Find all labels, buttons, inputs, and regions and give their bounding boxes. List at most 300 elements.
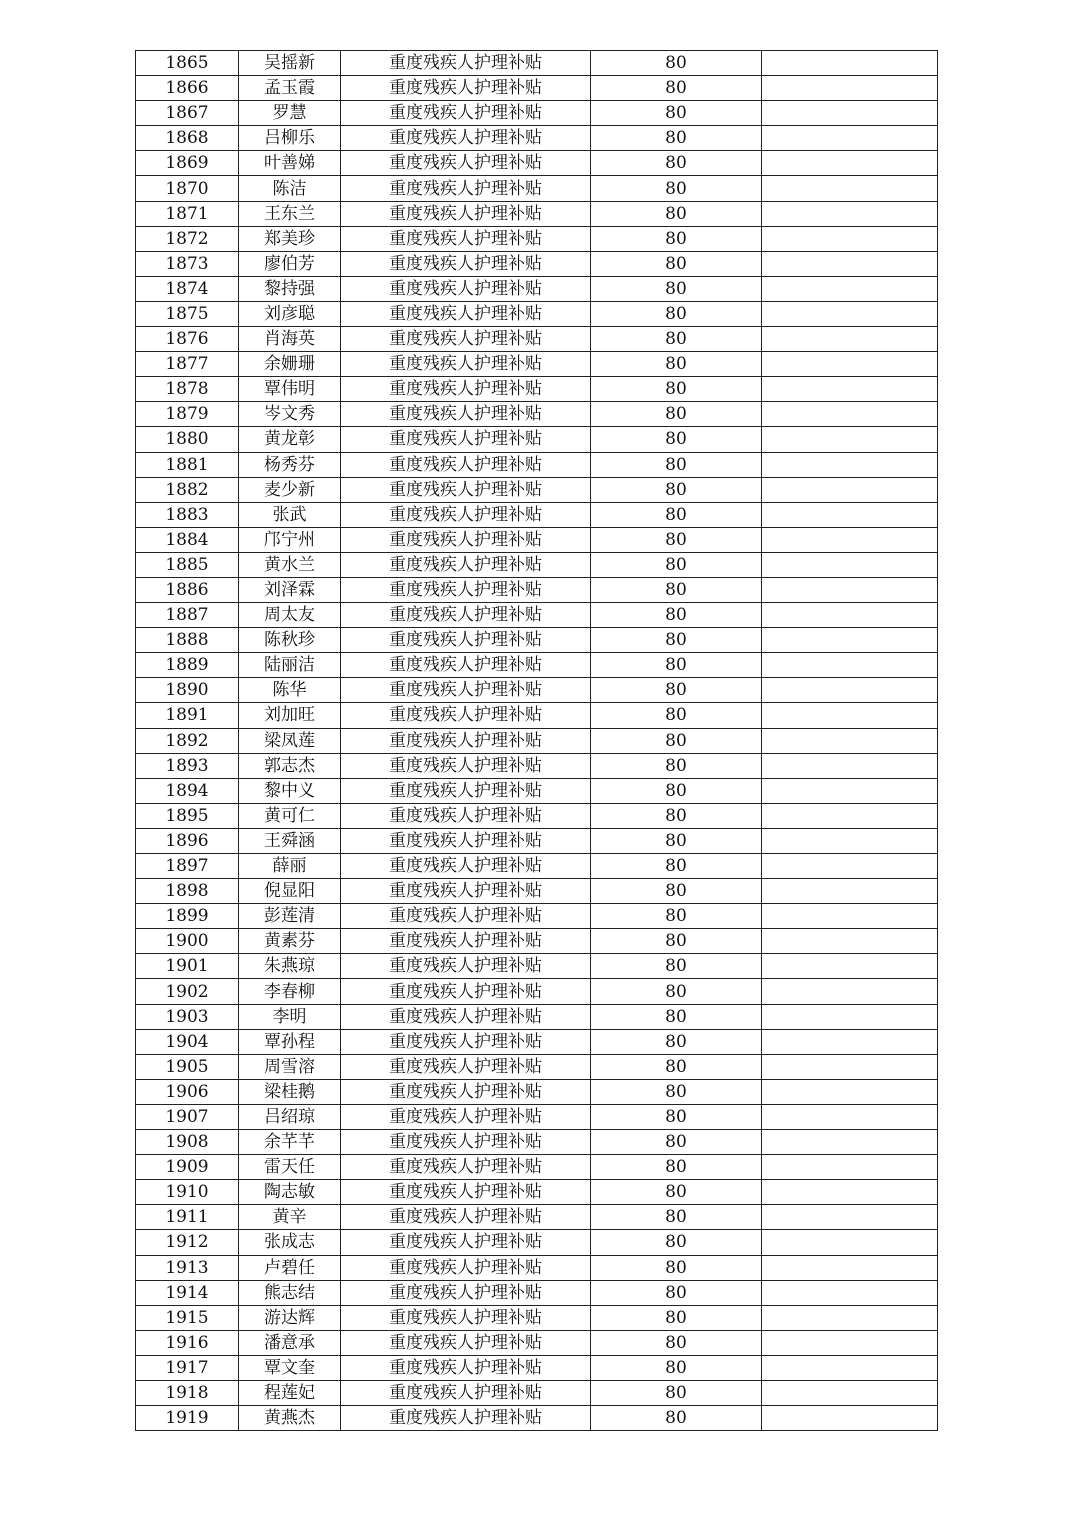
cell-note	[762, 101, 938, 126]
cell-number: 1893	[136, 753, 239, 778]
cell-amount: 80	[591, 577, 762, 602]
cell-number: 1895	[136, 803, 239, 828]
cell-item: 重度残疾人护理补贴	[341, 1104, 591, 1129]
cell-item: 重度残疾人护理补贴	[341, 1155, 591, 1180]
cell-number: 1917	[136, 1355, 239, 1380]
cell-note	[762, 201, 938, 226]
cell-number: 1865	[136, 51, 239, 76]
cell-name: 陈洁	[239, 176, 341, 201]
cell-number: 1870	[136, 176, 239, 201]
cell-name: 邝宁州	[239, 527, 341, 552]
cell-number: 1899	[136, 904, 239, 929]
cell-number: 1904	[136, 1029, 239, 1054]
cell-amount: 80	[591, 1230, 762, 1255]
table-row	[136, 979, 938, 1004]
cell-name: 黄可仁	[239, 803, 341, 828]
cell-name: 卢碧任	[239, 1255, 341, 1280]
table-row	[136, 552, 938, 577]
cell-name: 罗慧	[239, 101, 341, 126]
cell-note	[762, 1104, 938, 1129]
table-row	[136, 1004, 938, 1029]
table-row	[136, 76, 938, 101]
cell-number: 1903	[136, 1004, 239, 1029]
cell-item: 重度残疾人护理补贴	[341, 201, 591, 226]
table-row	[136, 929, 938, 954]
cell-name: 李明	[239, 1004, 341, 1029]
cell-amount: 80	[591, 1104, 762, 1129]
cell-item: 重度残疾人护理补贴	[341, 778, 591, 803]
cell-name: 覃伟明	[239, 377, 341, 402]
cell-item: 重度残疾人护理补贴	[341, 427, 591, 452]
cell-number: 1908	[136, 1130, 239, 1155]
cell-item: 重度残疾人护理补贴	[341, 979, 591, 1004]
cell-item: 重度残疾人护理补贴	[341, 1029, 591, 1054]
cell-number: 1871	[136, 201, 239, 226]
table-row	[136, 1155, 938, 1180]
cell-note	[762, 527, 938, 552]
cell-item: 重度残疾人护理补贴	[341, 753, 591, 778]
cell-note	[762, 678, 938, 703]
cell-note	[762, 427, 938, 452]
cell-name: 岑文秀	[239, 402, 341, 427]
cell-amount: 80	[591, 1406, 762, 1431]
cell-note	[762, 1380, 938, 1405]
table-row	[136, 577, 938, 602]
cell-note	[762, 979, 938, 1004]
table-row	[136, 1255, 938, 1280]
cell-note	[762, 276, 938, 301]
table-row	[136, 1355, 938, 1380]
cell-amount: 80	[591, 603, 762, 628]
cell-amount: 80	[591, 1330, 762, 1355]
table-row	[136, 151, 938, 176]
cell-item: 重度残疾人护理补贴	[341, 854, 591, 879]
cell-item: 重度残疾人护理补贴	[341, 552, 591, 577]
table-row	[136, 176, 938, 201]
cell-note	[762, 51, 938, 76]
cell-note	[762, 452, 938, 477]
subsidy-table	[135, 50, 938, 1431]
cell-note	[762, 1004, 938, 1029]
cell-item: 重度残疾人护理补贴	[341, 728, 591, 753]
cell-item: 重度残疾人护理补贴	[341, 502, 591, 527]
cell-name: 覃文奎	[239, 1355, 341, 1380]
table-row	[136, 603, 938, 628]
cell-amount: 80	[591, 1280, 762, 1305]
cell-amount: 80	[591, 502, 762, 527]
cell-number: 1919	[136, 1406, 239, 1431]
table-row	[136, 1380, 938, 1405]
cell-item: 重度残疾人护理补贴	[341, 1004, 591, 1029]
cell-number: 1900	[136, 929, 239, 954]
cell-amount: 80	[591, 452, 762, 477]
cell-note	[762, 828, 938, 853]
table-row	[136, 653, 938, 678]
cell-name: 黎中义	[239, 778, 341, 803]
cell-note	[762, 778, 938, 803]
cell-name: 游达辉	[239, 1305, 341, 1330]
cell-amount: 80	[591, 126, 762, 151]
cell-item: 重度残疾人护理补贴	[341, 151, 591, 176]
cell-item: 重度残疾人护理补贴	[341, 1380, 591, 1405]
cell-number: 1890	[136, 678, 239, 703]
cell-note	[762, 1355, 938, 1380]
cell-amount: 80	[591, 76, 762, 101]
cell-amount: 80	[591, 1255, 762, 1280]
cell-number: 1885	[136, 552, 239, 577]
cell-name: 叶善娣	[239, 151, 341, 176]
cell-name: 周雪溶	[239, 1054, 341, 1079]
cell-number: 1869	[136, 151, 239, 176]
cell-amount: 80	[591, 477, 762, 502]
cell-name: 郑美珍	[239, 226, 341, 251]
cell-note	[762, 151, 938, 176]
cell-item: 重度残疾人护理补贴	[341, 929, 591, 954]
cell-amount: 80	[591, 854, 762, 879]
cell-amount: 80	[591, 251, 762, 276]
table-row	[136, 1180, 938, 1205]
cell-item: 重度残疾人护理补贴	[341, 76, 591, 101]
cell-name: 郭志杰	[239, 753, 341, 778]
table-row	[136, 1205, 938, 1230]
cell-number: 1888	[136, 628, 239, 653]
cell-item: 重度残疾人护理补贴	[341, 1130, 591, 1155]
cell-item: 重度残疾人护理补贴	[341, 904, 591, 929]
cell-number: 1901	[136, 954, 239, 979]
cell-note	[762, 803, 938, 828]
cell-note	[762, 327, 938, 352]
cell-name: 吴摇新	[239, 51, 341, 76]
cell-name: 黄水兰	[239, 552, 341, 577]
cell-amount: 80	[591, 402, 762, 427]
table-row	[136, 276, 938, 301]
cell-number: 1876	[136, 327, 239, 352]
table-row	[136, 728, 938, 753]
table-row	[136, 954, 938, 979]
table-row	[136, 201, 938, 226]
cell-item: 重度残疾人护理补贴	[341, 301, 591, 326]
cell-item: 重度残疾人护理补贴	[341, 603, 591, 628]
cell-note	[762, 603, 938, 628]
cell-note	[762, 628, 938, 653]
table-row	[136, 753, 938, 778]
cell-note	[762, 1406, 938, 1431]
cell-item: 重度残疾人护理补贴	[341, 1205, 591, 1230]
cell-item: 重度残疾人护理补贴	[341, 527, 591, 552]
table-row	[136, 1029, 938, 1054]
cell-item: 重度残疾人护理补贴	[341, 803, 591, 828]
table-row	[136, 828, 938, 853]
cell-item: 重度残疾人护理补贴	[341, 1230, 591, 1255]
cell-name: 麦少新	[239, 477, 341, 502]
cell-note	[762, 352, 938, 377]
cell-item: 重度残疾人护理补贴	[341, 1255, 591, 1280]
cell-item: 重度残疾人护理补贴	[341, 101, 591, 126]
cell-amount: 80	[591, 1205, 762, 1230]
cell-number: 1867	[136, 101, 239, 126]
cell-number: 1915	[136, 1305, 239, 1330]
cell-name: 王舜涵	[239, 828, 341, 853]
cell-name: 刘彦聪	[239, 301, 341, 326]
cell-number: 1916	[136, 1330, 239, 1355]
cell-note	[762, 1155, 938, 1180]
cell-item: 重度残疾人护理补贴	[341, 1330, 591, 1355]
cell-name: 潘意承	[239, 1330, 341, 1355]
cell-item: 重度残疾人护理补贴	[341, 1355, 591, 1380]
table-row	[136, 126, 938, 151]
cell-amount: 80	[591, 879, 762, 904]
cell-number: 1866	[136, 76, 239, 101]
cell-item: 重度残疾人护理补贴	[341, 276, 591, 301]
cell-amount: 80	[591, 301, 762, 326]
cell-item: 重度残疾人护理补贴	[341, 251, 591, 276]
cell-amount: 80	[591, 427, 762, 452]
cell-item: 重度残疾人护理补贴	[341, 703, 591, 728]
cell-name: 王东兰	[239, 201, 341, 226]
cell-name: 雷天任	[239, 1155, 341, 1180]
cell-note	[762, 226, 938, 251]
table-row	[136, 1104, 938, 1129]
cell-number: 1883	[136, 502, 239, 527]
cell-name: 廖伯芳	[239, 251, 341, 276]
cell-item: 重度残疾人护理补贴	[341, 452, 591, 477]
cell-number: 1868	[136, 126, 239, 151]
cell-item: 重度残疾人护理补贴	[341, 352, 591, 377]
cell-number: 1910	[136, 1180, 239, 1205]
cell-number: 1874	[136, 276, 239, 301]
cell-amount: 80	[591, 1029, 762, 1054]
cell-name: 梁桂鹅	[239, 1079, 341, 1104]
cell-note	[762, 1054, 938, 1079]
cell-amount: 80	[591, 1155, 762, 1180]
cell-note	[762, 1330, 938, 1355]
cell-number: 1873	[136, 251, 239, 276]
cell-name: 刘泽霖	[239, 577, 341, 602]
cell-number: 1896	[136, 828, 239, 853]
cell-number: 1884	[136, 527, 239, 552]
cell-amount: 80	[591, 201, 762, 226]
table-row	[136, 678, 938, 703]
cell-name: 吕绍琼	[239, 1104, 341, 1129]
cell-name: 熊志结	[239, 1280, 341, 1305]
cell-name: 李春柳	[239, 979, 341, 1004]
cell-note	[762, 879, 938, 904]
cell-amount: 80	[591, 327, 762, 352]
cell-number: 1914	[136, 1280, 239, 1305]
cell-name: 杨秀芬	[239, 452, 341, 477]
cell-name: 黄辛	[239, 1205, 341, 1230]
cell-note	[762, 728, 938, 753]
table-row	[136, 327, 938, 352]
cell-amount: 80	[591, 1305, 762, 1330]
cell-amount: 80	[591, 778, 762, 803]
table-row	[136, 904, 938, 929]
cell-name: 黎持强	[239, 276, 341, 301]
cell-note	[762, 1079, 938, 1104]
cell-amount: 80	[591, 352, 762, 377]
table-row	[136, 703, 938, 728]
table-row	[136, 251, 938, 276]
cell-amount: 80	[591, 527, 762, 552]
cell-note	[762, 929, 938, 954]
cell-name: 吕柳乐	[239, 126, 341, 151]
cell-name: 黄燕杰	[239, 1406, 341, 1431]
cell-item: 重度残疾人护理补贴	[341, 176, 591, 201]
cell-number: 1911	[136, 1205, 239, 1230]
table-row	[136, 1130, 938, 1155]
cell-item: 重度残疾人护理补贴	[341, 1406, 591, 1431]
cell-note	[762, 377, 938, 402]
table-row	[136, 628, 938, 653]
cell-item: 重度残疾人护理补贴	[341, 1180, 591, 1205]
cell-number: 1889	[136, 653, 239, 678]
cell-amount: 80	[591, 828, 762, 853]
cell-item: 重度残疾人护理补贴	[341, 1054, 591, 1079]
table-row	[136, 352, 938, 377]
cell-number: 1886	[136, 577, 239, 602]
cell-name: 黄素芬	[239, 929, 341, 954]
cell-number: 1907	[136, 1104, 239, 1129]
cell-number: 1879	[136, 402, 239, 427]
cell-note	[762, 1280, 938, 1305]
cell-item: 重度残疾人护理补贴	[341, 377, 591, 402]
cell-number: 1894	[136, 778, 239, 803]
cell-name: 程莲妃	[239, 1380, 341, 1405]
table-row	[136, 527, 938, 552]
cell-name: 梁凤莲	[239, 728, 341, 753]
cell-note	[762, 126, 938, 151]
cell-note	[762, 1029, 938, 1054]
cell-note	[762, 653, 938, 678]
cell-number: 1909	[136, 1155, 239, 1180]
cell-amount: 80	[591, 1180, 762, 1205]
cell-item: 重度残疾人护理补贴	[341, 402, 591, 427]
cell-note	[762, 301, 938, 326]
cell-amount: 80	[591, 954, 762, 979]
cell-note	[762, 1255, 938, 1280]
cell-note	[762, 251, 938, 276]
table-row	[136, 502, 938, 527]
cell-number: 1872	[136, 226, 239, 251]
cell-note	[762, 1305, 938, 1330]
table-row	[136, 477, 938, 502]
cell-item: 重度残疾人护理补贴	[341, 954, 591, 979]
cell-note	[762, 1230, 938, 1255]
cell-note	[762, 753, 938, 778]
cell-name: 张成志	[239, 1230, 341, 1255]
cell-number: 1898	[136, 879, 239, 904]
table-row	[136, 778, 938, 803]
cell-name: 余芊芊	[239, 1130, 341, 1155]
cell-item: 重度残疾人护理补贴	[341, 126, 591, 151]
cell-name: 彭莲清	[239, 904, 341, 929]
cell-note	[762, 577, 938, 602]
cell-note	[762, 904, 938, 929]
cell-item: 重度残疾人护理补贴	[341, 1079, 591, 1104]
cell-amount: 80	[591, 753, 762, 778]
cell-number: 1906	[136, 1079, 239, 1104]
cell-item: 重度残疾人护理补贴	[341, 653, 591, 678]
cell-name: 陶志敏	[239, 1180, 341, 1205]
table-row	[136, 879, 938, 904]
cell-amount: 80	[591, 628, 762, 653]
table-row	[136, 51, 938, 76]
cell-name: 余姗珊	[239, 352, 341, 377]
table-row	[136, 402, 938, 427]
cell-note	[762, 76, 938, 101]
cell-amount: 80	[591, 101, 762, 126]
cell-number: 1918	[136, 1380, 239, 1405]
cell-note	[762, 1205, 938, 1230]
cell-amount: 80	[591, 703, 762, 728]
cell-number: 1902	[136, 979, 239, 1004]
cell-amount: 80	[591, 1380, 762, 1405]
cell-amount: 80	[591, 1054, 762, 1079]
cell-amount: 80	[591, 176, 762, 201]
cell-name: 陈华	[239, 678, 341, 703]
cell-amount: 80	[591, 929, 762, 954]
table-row	[136, 854, 938, 879]
table-row	[136, 101, 938, 126]
cell-amount: 80	[591, 1130, 762, 1155]
cell-amount: 80	[591, 1004, 762, 1029]
cell-amount: 80	[591, 377, 762, 402]
table-row	[136, 452, 938, 477]
cell-item: 重度残疾人护理补贴	[341, 477, 591, 502]
table-body	[136, 51, 938, 1431]
cell-name: 孟玉霞	[239, 76, 341, 101]
cell-item: 重度残疾人护理补贴	[341, 226, 591, 251]
cell-name: 陆丽洁	[239, 653, 341, 678]
cell-note	[762, 552, 938, 577]
cell-amount: 80	[591, 1079, 762, 1104]
cell-item: 重度残疾人护理补贴	[341, 51, 591, 76]
table-row	[136, 226, 938, 251]
cell-name: 薛丽	[239, 854, 341, 879]
cell-number: 1875	[136, 301, 239, 326]
cell-amount: 80	[591, 803, 762, 828]
cell-note	[762, 1180, 938, 1205]
cell-item: 重度残疾人护理补贴	[341, 1280, 591, 1305]
cell-number: 1878	[136, 377, 239, 402]
table-row	[136, 1054, 938, 1079]
cell-note	[762, 176, 938, 201]
table-row	[136, 1079, 938, 1104]
cell-note	[762, 954, 938, 979]
cell-number: 1905	[136, 1054, 239, 1079]
table-row	[136, 803, 938, 828]
cell-amount: 80	[591, 728, 762, 753]
cell-name: 覃孙程	[239, 1029, 341, 1054]
cell-note	[762, 854, 938, 879]
cell-name: 周太友	[239, 603, 341, 628]
cell-name: 陈秋珍	[239, 628, 341, 653]
cell-name: 肖海英	[239, 327, 341, 352]
cell-note	[762, 477, 938, 502]
cell-number: 1882	[136, 477, 239, 502]
table-row	[136, 427, 938, 452]
cell-number: 1881	[136, 452, 239, 477]
table-row	[136, 377, 938, 402]
cell-number: 1887	[136, 603, 239, 628]
table-row	[136, 1230, 938, 1255]
cell-number: 1897	[136, 854, 239, 879]
table-row	[136, 1406, 938, 1431]
table-row	[136, 1330, 938, 1355]
table-row	[136, 1280, 938, 1305]
cell-item: 重度残疾人护理补贴	[341, 628, 591, 653]
cell-amount: 80	[591, 979, 762, 1004]
